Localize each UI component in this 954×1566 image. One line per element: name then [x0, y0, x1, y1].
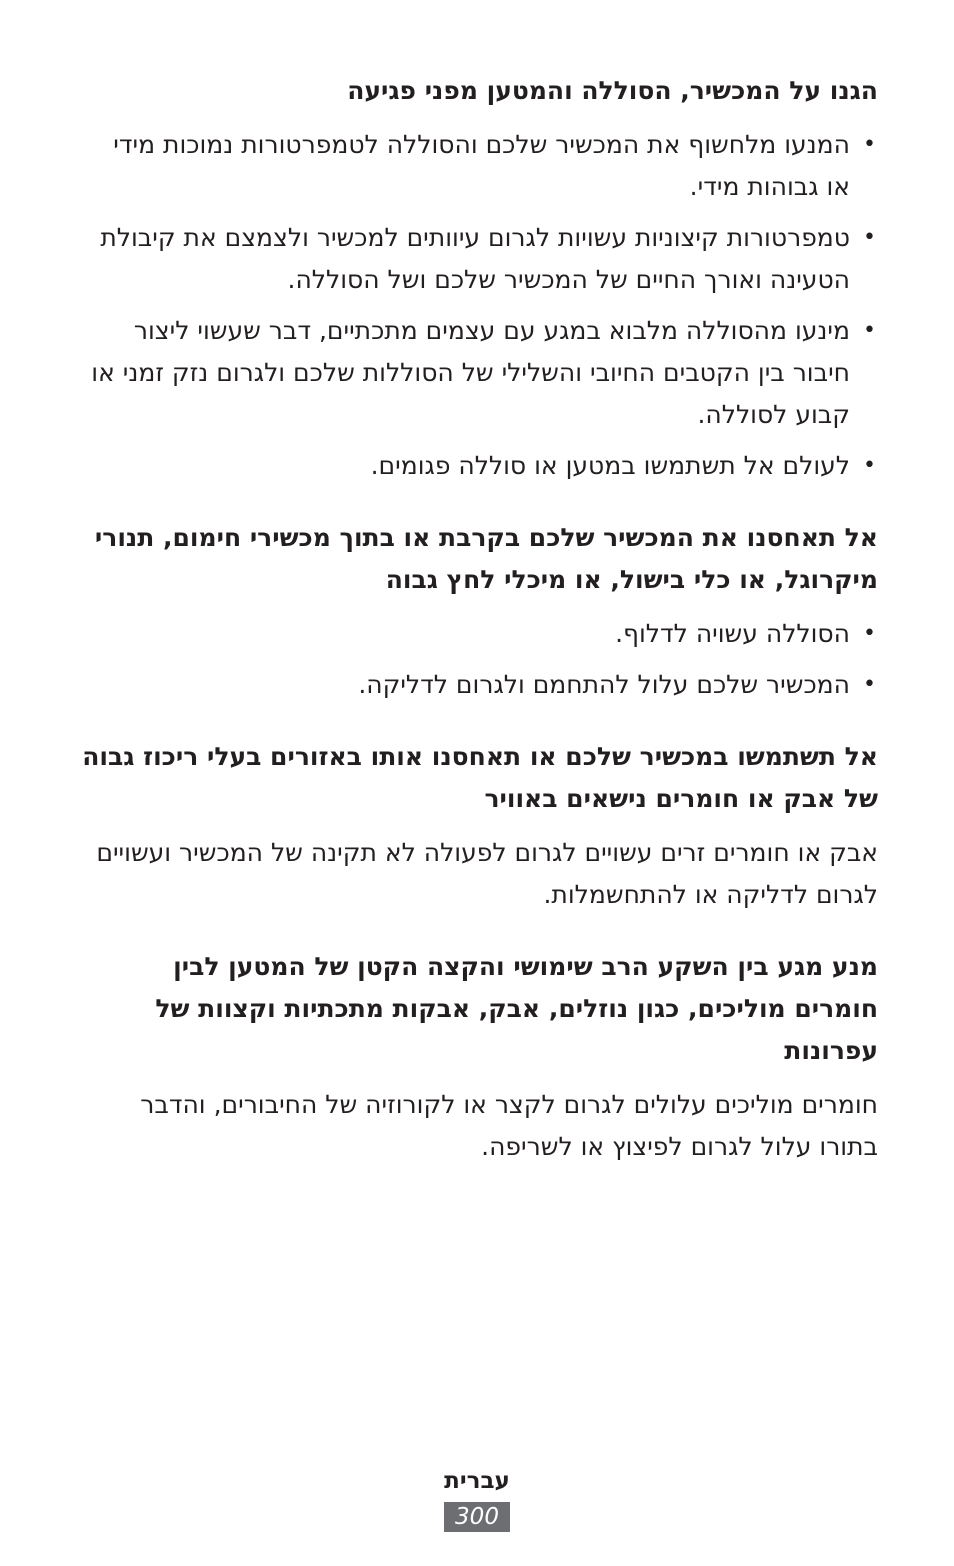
list-item-text: טמפרטורות קיצוניות עשויות לגרום עיוותים למכשיר ולצמצם את קיבולת הטעינה ואורך החיים של המכשיר שלכם ושל הסוללה.	[100, 223, 850, 294]
bullet-list	[82, 124, 878, 487]
bullet-icon: •	[863, 318, 876, 343]
section-heading: מנע מגע בין השקע הרב שימושי והקצה הקטן של המטען לבין חומרים מוליכים, כגון נוזלים, אבק, אבקות מתכתיות וקצוות של עפרונות	[155, 952, 878, 1065]
list-item	[82, 124, 878, 208]
bullet-icon: •	[863, 132, 876, 157]
list-item-text: המנעו מלחשוף את המכשיר שלכם והסוללה לטמפרטורות נמוכות מידי או גבוהות מידי.	[113, 130, 850, 201]
bullet-list	[82, 613, 878, 706]
section-dust	[82, 736, 878, 916]
section-device-protection	[82, 70, 878, 487]
section-heading: אל תשתמשו במכשיר שלכם או תאחסנו אותו באזורים בעלי ריכוז גבוה של אבק או חומרים נישאים באוויר	[82, 742, 878, 813]
list-item-text: מינעו מהסוללה מלבוא במגע עם עצמים מתכתיים, דבר שעשוי ליצור חיבור בין הקטבים החיובי והשלילי של הסוללות שלכם ולגרום נזק זמני או קבוע לסוללה.	[91, 316, 850, 429]
bullet-icon: •	[863, 672, 876, 697]
list-item-text: לעולם אל תשתמשו במטען או סוללה פגומים.	[370, 451, 850, 480]
list-item	[82, 217, 878, 301]
section-heat-sources	[82, 517, 878, 706]
bullet-icon: •	[863, 453, 876, 478]
section-paragraph: אבק או חומרים זרים עשויים לגרום לפעולה לא תקינה של המכשיר ועשויים לגרום לדליקה או להתחשמלות.	[96, 838, 878, 909]
footer-language: עברית	[444, 1468, 510, 1494]
bullet-icon: •	[863, 621, 876, 646]
section-conductive-materials	[82, 946, 878, 1168]
bullet-icon: •	[863, 225, 876, 250]
section-paragraph: חומרים מוליכים עלולים לגרום לקצר או לקורוזיה של החיבורים, והדבר בתורו עלול לגרום לפיצוץ או לשריפה.	[140, 1090, 878, 1161]
page-number-badge: 300	[444, 1502, 510, 1532]
list-item	[82, 445, 878, 487]
section-heading: אל תאחסנו את המכשיר שלכם בקרבת או בתוך מכשירי חימום, תנורי מיקרוגל, או כלי בישול, או מיכלי לחץ גבוה	[94, 523, 878, 594]
list-item-text: הסוללה עשויה לדלוף.	[615, 619, 850, 648]
list-item	[82, 310, 878, 436]
list-item-text: המכשיר שלכם עלול להתחמם ולגרום לדליקה.	[358, 670, 850, 699]
list-item	[82, 613, 878, 655]
document-page	[82, 70, 878, 1168]
list-item	[82, 664, 878, 706]
section-heading: הגנו על המכשיר, הסוללה והמטען מפני פגיעה	[347, 76, 878, 105]
page-footer	[0, 1464, 954, 1532]
